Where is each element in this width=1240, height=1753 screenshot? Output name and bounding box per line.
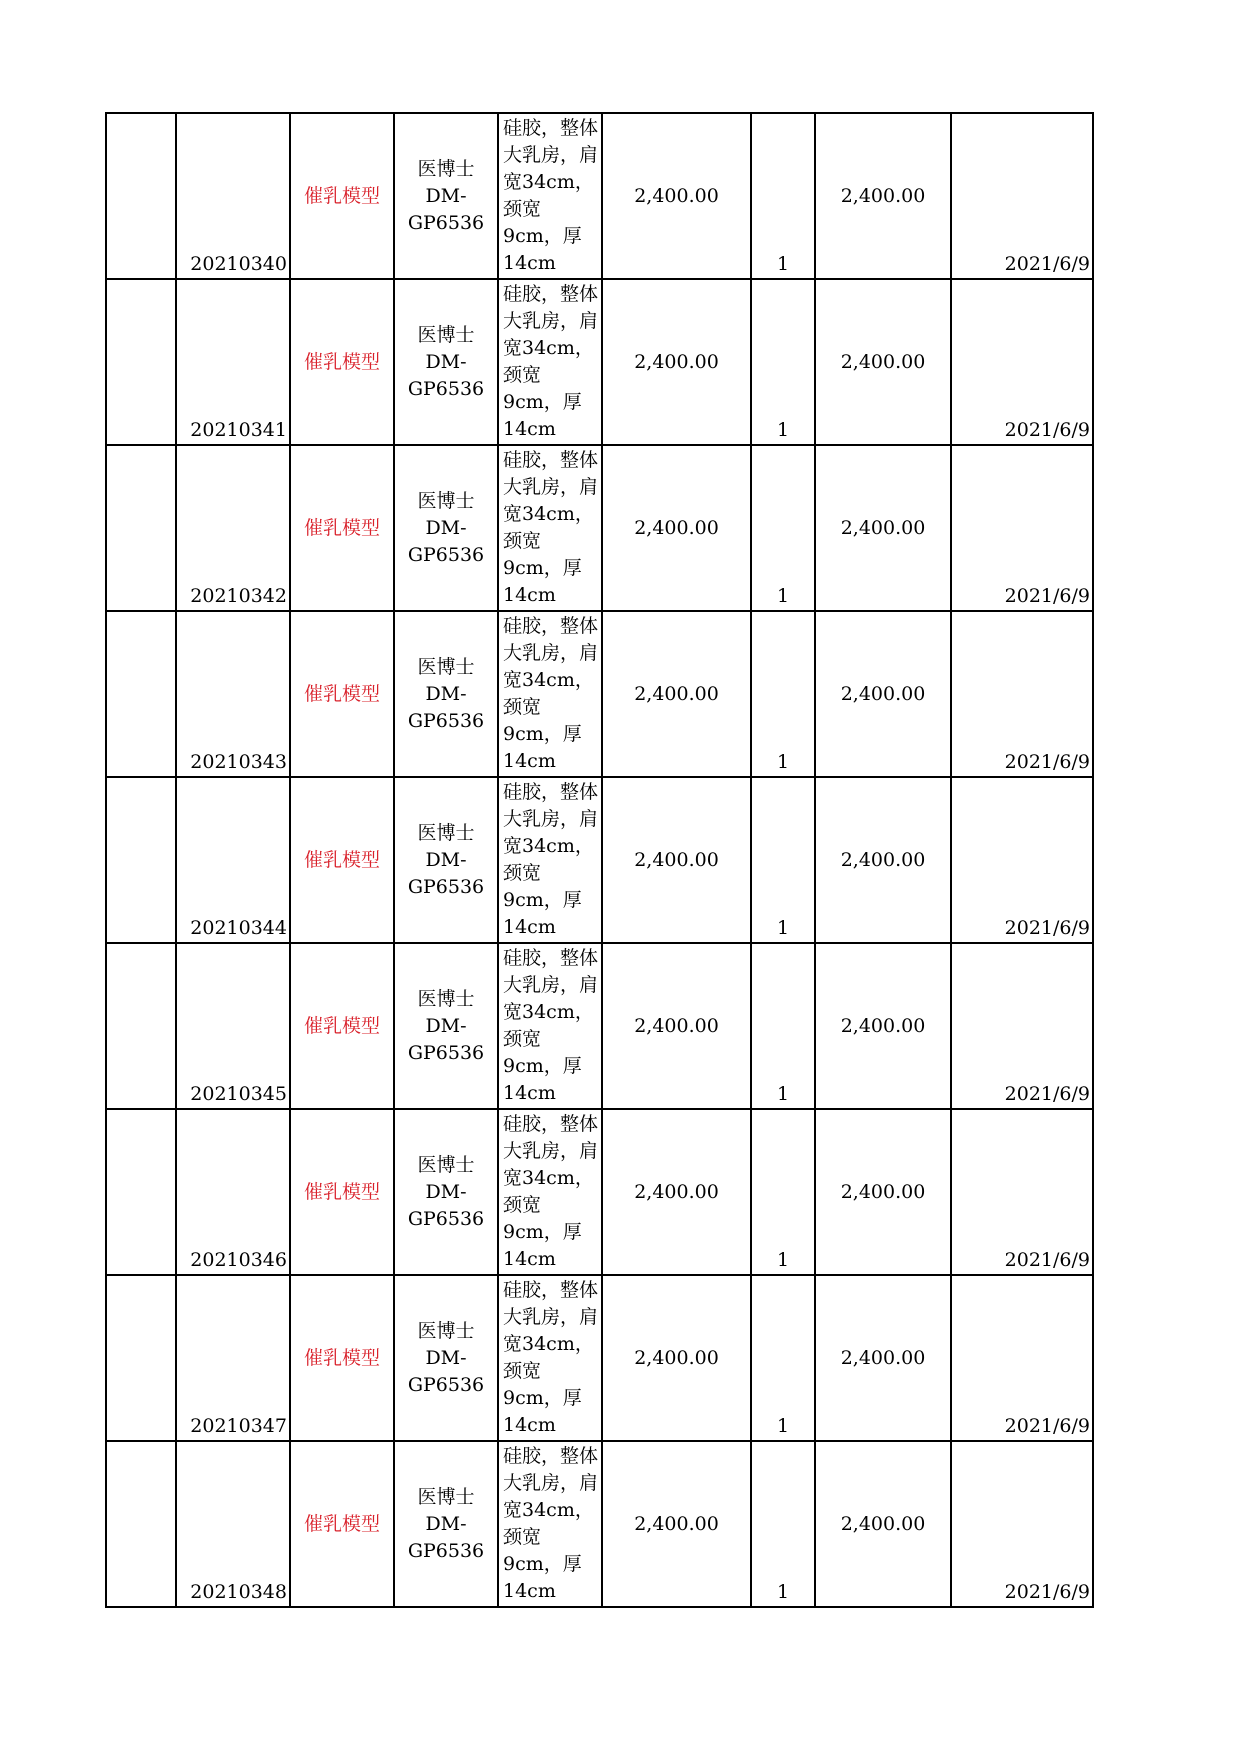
brand: 医博士 [417, 1319, 475, 1342]
asset-name: 催乳模型 [290, 445, 394, 611]
quantity: 1 [751, 1109, 815, 1275]
model-number: GP6536 [407, 543, 485, 566]
purchase-date: 2021/6/9 [951, 611, 1093, 777]
unit-price: 2,400.00 [602, 1441, 751, 1607]
unit-price: 2,400.00 [602, 113, 751, 279]
table-row [106, 777, 1093, 943]
model-prefix: DM- [425, 1346, 467, 1369]
model-number: GP6536 [407, 211, 485, 234]
table-row [106, 943, 1093, 1109]
asset-model [394, 1109, 498, 1275]
model-number: GP6536 [407, 1373, 485, 1396]
quantity: 1 [751, 113, 815, 279]
asset-name: 催乳模型 [290, 1109, 394, 1275]
blank-cell [106, 279, 176, 445]
asset-name: 催乳模型 [290, 1441, 394, 1607]
asset-code: 20210340 [176, 113, 290, 279]
amount: 2,400.00 [815, 445, 951, 611]
amount: 2,400.00 [815, 113, 951, 279]
asset-model [394, 279, 498, 445]
asset-table-body [106, 113, 1093, 1607]
brand: 医博士 [417, 821, 475, 844]
purchase-date: 2021/6/9 [951, 1275, 1093, 1441]
asset-spec: 硅胶，整体大乳房，肩宽34cm，颈宽9cm，厚14cm [498, 777, 602, 943]
asset-spec: 硅胶，整体大乳房，肩宽34cm，颈宽9cm，厚14cm [498, 113, 602, 279]
asset-spec: 硅胶，整体大乳房，肩宽34cm，颈宽9cm，厚14cm [498, 1441, 602, 1607]
asset-model [394, 777, 498, 943]
brand: 医博士 [417, 655, 475, 678]
asset-name: 催乳模型 [290, 1275, 394, 1441]
table-row [106, 445, 1093, 611]
asset-code: 20210343 [176, 611, 290, 777]
blank-cell [106, 777, 176, 943]
amount: 2,400.00 [815, 943, 951, 1109]
purchase-date: 2021/6/9 [951, 279, 1093, 445]
asset-code: 20210341 [176, 279, 290, 445]
purchase-date: 2021/6/9 [951, 777, 1093, 943]
asset-code: 20210346 [176, 1109, 290, 1275]
unit-price: 2,400.00 [602, 279, 751, 445]
model-number: GP6536 [407, 1539, 485, 1562]
asset-name: 催乳模型 [290, 113, 394, 279]
asset-model [394, 1275, 498, 1441]
purchase-date: 2021/6/9 [951, 943, 1093, 1109]
table-row [106, 1441, 1093, 1607]
model-prefix: DM- [425, 1512, 467, 1535]
purchase-date: 2021/6/9 [951, 1441, 1093, 1607]
model-prefix: DM- [425, 184, 467, 207]
brand: 医博士 [417, 1485, 475, 1508]
asset-spec: 硅胶，整体大乳房，肩宽34cm，颈宽9cm，厚14cm [498, 1275, 602, 1441]
unit-price: 2,400.00 [602, 943, 751, 1109]
model-number: GP6536 [407, 1041, 485, 1064]
quantity: 1 [751, 777, 815, 943]
model-prefix: DM- [425, 848, 467, 871]
amount: 2,400.00 [815, 1441, 951, 1607]
quantity: 1 [751, 611, 815, 777]
amount: 2,400.00 [815, 611, 951, 777]
asset-spec: 硅胶，整体大乳房，肩宽34cm，颈宽9cm，厚14cm [498, 445, 602, 611]
blank-cell [106, 113, 176, 279]
asset-spec: 硅胶，整体大乳房，肩宽34cm，颈宽9cm，厚14cm [498, 943, 602, 1109]
asset-code: 20210344 [176, 777, 290, 943]
brand: 医博士 [417, 987, 475, 1010]
unit-price: 2,400.00 [602, 1109, 751, 1275]
amount: 2,400.00 [815, 777, 951, 943]
unit-price: 2,400.00 [602, 1275, 751, 1441]
asset-name: 催乳模型 [290, 611, 394, 777]
quantity: 1 [751, 943, 815, 1109]
asset-name: 催乳模型 [290, 279, 394, 445]
blank-cell [106, 611, 176, 777]
blank-cell [106, 943, 176, 1109]
model-prefix: DM- [425, 1180, 467, 1203]
asset-spec: 硅胶，整体大乳房，肩宽34cm，颈宽9cm，厚14cm [498, 611, 602, 777]
amount: 2,400.00 [815, 279, 951, 445]
purchase-date: 2021/6/9 [951, 1109, 1093, 1275]
amount: 2,400.00 [815, 1275, 951, 1441]
blank-cell [106, 445, 176, 611]
quantity: 1 [751, 279, 815, 445]
asset-model [394, 1441, 498, 1607]
blank-cell [106, 1441, 176, 1607]
table-row [106, 611, 1093, 777]
unit-price: 2,400.00 [602, 611, 751, 777]
asset-name: 催乳模型 [290, 943, 394, 1109]
asset-spec: 硅胶，整体大乳房，肩宽34cm，颈宽9cm，厚14cm [498, 1109, 602, 1275]
unit-price: 2,400.00 [602, 777, 751, 943]
brand: 医博士 [417, 157, 475, 180]
model-number: GP6536 [407, 1207, 485, 1230]
asset-model [394, 611, 498, 777]
blank-cell [106, 1109, 176, 1275]
model-prefix: DM- [425, 682, 467, 705]
purchase-date: 2021/6/9 [951, 113, 1093, 279]
asset-code: 20210345 [176, 943, 290, 1109]
amount: 2,400.00 [815, 1109, 951, 1275]
table-row [106, 113, 1093, 279]
brand: 医博士 [417, 489, 475, 512]
brand: 医博士 [417, 1153, 475, 1176]
table-row [106, 1275, 1093, 1441]
unit-price: 2,400.00 [602, 445, 751, 611]
asset-name: 催乳模型 [290, 777, 394, 943]
purchase-date: 2021/6/9 [951, 445, 1093, 611]
asset-code: 20210347 [176, 1275, 290, 1441]
model-number: GP6536 [407, 709, 485, 732]
brand: 医博士 [417, 323, 475, 346]
asset-code: 20210342 [176, 445, 290, 611]
quantity: 1 [751, 1275, 815, 1441]
model-prefix: DM- [425, 350, 467, 373]
asset-model [394, 445, 498, 611]
asset-model [394, 943, 498, 1109]
table-row [106, 1109, 1093, 1275]
model-prefix: DM- [425, 1014, 467, 1037]
asset-code: 20210348 [176, 1441, 290, 1607]
model-prefix: DM- [425, 516, 467, 539]
asset-spec: 硅胶，整体大乳房，肩宽34cm，颈宽9cm，厚14cm [498, 279, 602, 445]
asset-model [394, 113, 498, 279]
quantity: 1 [751, 445, 815, 611]
model-number: GP6536 [407, 875, 485, 898]
asset-table [105, 112, 1094, 1608]
model-number: GP6536 [407, 377, 485, 400]
table-row [106, 279, 1093, 445]
blank-cell [106, 1275, 176, 1441]
quantity: 1 [751, 1441, 815, 1607]
